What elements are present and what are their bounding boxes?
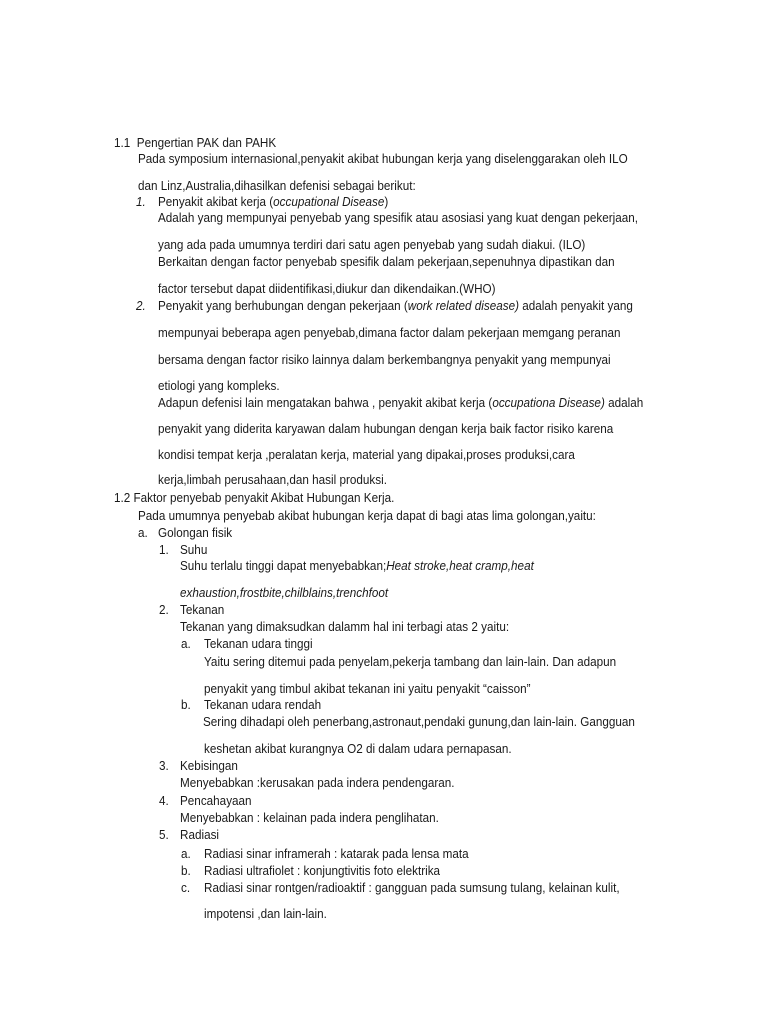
list-marker: a. [181,846,191,861]
paragraph-line: Pada umumnya penyebab akibat hubungan kerja dapat di bagi atas lima golongan,yaitu: [138,508,596,523]
list-item-1 [136,194,146,210]
list-item-title: Suhu [180,542,208,557]
list-item-title: Tekanan [180,602,225,617]
list-marker: a. [181,636,191,651]
paragraph-line: keshetan akibat kurangnya O2 di dalam udara pernapasan. [204,741,512,756]
section-heading-1-1 [114,135,276,151]
paragraph-line: Menyebabkan :kerusakan pada indera pendengaran. [180,775,455,790]
paragraph-line: etiologi yang kompleks. [158,378,280,393]
paragraph-line: Adalah yang mempunyai penyebab yang spesifik atau asosiasi yang kuat dengan pekerjaan, [158,210,639,225]
list-item-2 [136,298,146,314]
section-number: 1.2 [114,490,131,505]
list-item-title: Tekanan udara rendah [204,697,322,712]
list-marker: a. [138,525,148,540]
paragraph-line: Adapun defenisi lain mengatakan bahwa , penyakit akibat kerja (occupationa Disease) adalah [158,395,644,410]
section-title: Faktor penyebab penyakit Akibat Hubungan Kerja. [133,490,395,505]
list-marker: 3. [159,758,169,773]
paragraph-line: Radiasi ultrafiolet : konjungtivitis foto elektrika [204,863,441,878]
paragraph-line: Tekanan yang dimaksudkan dalamm hal ini terbagi atas 2 yaitu: [180,619,510,634]
section-heading-1-2 [114,490,394,506]
paragraph-line: impotensi ,dan lain-lain. [204,906,327,921]
paragraph-line: penyakit yang diderita karyawan dalam hubungan dengan kerja baik factor risiko karena [158,421,614,436]
list-marker: 2. [136,298,146,313]
list-marker: b. [181,697,191,712]
list-item-title: Radiasi [180,827,220,842]
section-title: Pengertian PAK dan PAHK [136,135,277,150]
paragraph-line: Berkaitan dengan factor penyebab spesifik dalam pekerjaan,sepenuhnya dipastikan dan [158,254,615,269]
paragraph-line: kondisi tempat kerja ,peralatan kerja, material yang dipakai,proses produksi,cara [158,447,575,462]
paragraph-line: Suhu terlalu tinggi dapat menyebabkan;Heat stroke,heat cramp,heat [180,558,534,573]
list-item-title: Golongan fisik [158,525,233,540]
paragraph-line: Yaitu sering ditemui pada penyelam,pekerja tambang dan lain-lain. Dan adapun [204,654,617,669]
list-marker: 2. [159,602,169,617]
paragraph-line: mempunyai beberapa agen penyebab,dimana factor dalam pekerjaan memgang peranan [158,325,621,340]
paragraph-line: Pada symposium internasional,penyakit akibat hubungan kerja yang diselenggarakan oleh ILO [138,151,628,166]
list-marker: 1. [159,542,169,557]
paragraph-line: Radiasi sinar inframerah : katarak pada lensa mata [204,846,469,861]
paragraph-line: exhaustion,frostbite,chilblains,trenchfoot [180,585,389,600]
paragraph-line: Sering dihadapi oleh penerbang,astronaut,pendaki gunung,dan lain-lain. Gangguan [203,714,635,729]
paragraph-line: Radiasi sinar rontgen/radioaktif : gangguan pada sumsung tulang, kelainan kulit, [204,880,620,895]
list-marker: b. [181,863,191,878]
list-item-1-title: Penyakit akibat kerja (occupational Disease) [158,194,389,209]
paragraph-line: bersama dengan factor risiko lainnya dalam berkembangnya penyakit yang mempunyai [158,352,611,367]
list-item-title: Kebisingan [180,758,238,773]
list-marker: 5. [159,827,169,842]
paragraph-line: kerja,limbah perusahaan,dan hasil produksi. [158,472,387,487]
paragraph-line: penyakit yang timbul akibat tekanan ini yaitu penyakit “caisson” [204,681,531,696]
paragraph-line: yang ada pada umumnya terdiri dari satu agen penyebab yang sudah diakui. (ILO) [158,237,586,252]
paragraph-line: dan Linz,Australia,dihasilkan defenisi sebagai berikut: [138,178,416,193]
paragraph-line: factor tersebut dapat diidentifikasi,diukur dan dikendaikan.(WHO) [158,281,496,296]
list-item-2-title: Penyakit yang berhubungan dengan pekerjaan (work related disease) adalah penyakit yang [158,298,633,313]
list-item-title: Pencahayaan [180,793,252,808]
list-marker: 4. [159,793,169,808]
paragraph-line: Menyebabkan : kelainan pada indera penglihatan. [180,810,439,825]
section-number: 1.1 [114,135,131,150]
list-marker: c. [181,880,191,895]
list-item-title: Tekanan udara tinggi [204,636,313,651]
list-marker: 1. [136,194,146,209]
